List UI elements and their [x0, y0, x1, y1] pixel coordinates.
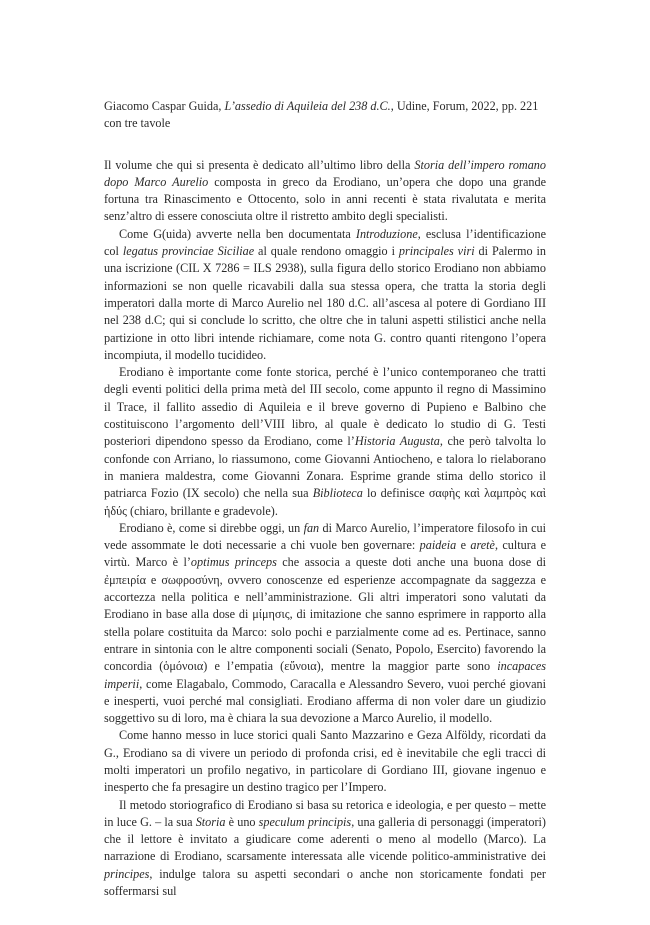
paragraph-text: di Marco Aurelio, l’imperatore filosofo in cui vede assommate le doti necessarie a chi vuole ben governare:	[104, 520, 546, 553]
paragraph-text: Erodiano è, come si direbbe oggi, un	[119, 520, 304, 535]
paragraph-text: , cultura e virtù. Marco è l’	[104, 538, 546, 570]
italic-text: Storia	[195, 814, 226, 829]
paragraph-text: Il volume che qui si presenta è dedicato all’ultimo libro della	[104, 157, 415, 172]
paragraph-text: lo definisce σαφὴς καὶ λαμπρὸς καὶ ἡδύς (chiaro, brillante e gradevole).	[104, 486, 546, 518]
italic-text: Historia Augusta	[354, 434, 440, 449]
review-body	[104, 157, 546, 901]
italic-text: principes	[104, 866, 150, 881]
paragraph-text: , come Elagabalo, Commodo, Caracalla e Alessandro Severo, vuoi perché giovani e inesperti, vuoi perché mal consigliati. Erodiano afferma di non voler dare un giudizio soggettivo su di loro, ma è chiara la sua devozione a Marco Aurelio, il modello.	[104, 676, 546, 726]
book-publication-details: , Udine, Forum, 2022, pp. 221 con tre tavole	[104, 99, 539, 131]
review-paragraph	[104, 520, 546, 728]
book-author: Giacomo Caspar Guida,	[104, 99, 222, 113]
paragraph-text: composta in greco da Erodiano, un’opera che dopo una grande fortuna tra Rinascimento e Ottocento, solo in anni recenti è stata rivalutata e merita senz’altro di essere conosciuta oltre il ristretto ambito degli specialisti.	[104, 174, 546, 224]
italic-text: incapaces imperii	[104, 659, 546, 691]
review-paragraph	[104, 157, 546, 226]
paragraph-text: è uno	[225, 814, 259, 829]
italic-text: legatus provinciae Siciliae	[122, 244, 255, 259]
paragraph-text: Come G(uida) avverte nella ben documentata	[119, 226, 356, 241]
review-paragraph	[104, 797, 546, 901]
italic-text: fan	[303, 520, 320, 535]
paragraph-text: Erodiano è importante come fonte storica, perché è l’unico contemporaneo che tratti degli eventi politici della prima metà del III secolo, come appunto il regno di Massimino il Trace, il fallito assedio di Aquileia e il breve governo di Pupieno e Balbino che costituiscono l’argomento dell’VIII libro, al quale è dedicato lo studio di G. Testi posteriori dipendono spesso da Erodiano, come l’	[104, 365, 546, 449]
review-paragraph	[104, 727, 546, 796]
paragraph-text: Come hanno messo in luce storici quali Santo Mazzarino e Geza Alföldy, ricordati da G., Erodiano sa di vivere un periodo di profonda crisi, ed è inevitabile che egli tracci di molti imperatori un profilo negativo, in particolare di Gordiano III, giovane ingenuo e inesperto che fa presagire un destino tragico per l’Impero.	[104, 728, 546, 795]
italic-text: aretè	[470, 538, 495, 553]
review-paragraph	[104, 364, 546, 520]
italic-text: optimus princeps	[190, 555, 277, 570]
paragraph-text: , una galleria di personaggi (imperatori) che il lettore è invitato a giudicare come aderenti o meno al modello (Marco). La narrazione di Erodiano, scarsamente interessata alle vicende politico-amministrative dei	[104, 814, 546, 864]
paragraph-text: , indulge talora su aspetti secondari o anche non storicamente fondati per soffermarsi sul	[104, 866, 546, 899]
italic-text: Introduzione	[355, 226, 418, 241]
paragraph-text: , esclusa l’identificazione col	[104, 226, 546, 259]
paragraph-text: che associa a queste doti anche una buona dose di ἐμπειρία e σωφροσύνη, ovvero conoscenze ed esperienze accompagnate da saggezza e accortezza nella politica e nell’amministrazione. Gli altri imperatori sono valutati da Erodiano in base alla dose di μίμησις, di imitazione che sanno esprimere in rapporto alla stella polare costituita da Marco: solo pochi e parzialmente come ad es. Pertinace, sanno entrare in sintonia con le altre componenti sociali (Senato, Popolo, Esercito) favorendo la concordia (ὁμόνοια) e l’empatia (εὔνοια), mentre la maggior parte sono	[104, 555, 546, 674]
italic-text: paideia	[419, 538, 457, 553]
review-paragraph	[104, 226, 546, 364]
paragraph-text: , che però talvolta lo confonde con Arriano, lo riassumono, come Giovanni Antiocheno, e talora lo rielaborano in maniera maldestra, come Giovanni Zonara. Esprime grande stima dello storico il patriarca Fozio (IX secolo) che nella sua	[104, 434, 546, 501]
italic-text: Biblioteca	[312, 486, 363, 501]
paragraph-text: Il metodo storiografico di Erodiano si basa su retorica e ideologia, e per questo – mette in luce G. – la sua	[104, 797, 546, 829]
book-title: L’assedio di Aquileia del 238 d.C.	[224, 99, 391, 113]
italic-text: Storia dell’impero romano dopo Marco Aurelio	[104, 157, 546, 189]
paragraph-text: al quale rendono omaggio i	[254, 244, 399, 259]
italic-text: speculum principis	[258, 814, 352, 829]
paragraph-text: e	[456, 538, 471, 553]
paragraph-text: di Palermo in una iscrizione (CIL X 7286 = ILS 2938), sulla figura dello storico Erodiano non abbiamo informazioni se non quelle ricavabili dalla sua stessa opera, che tratta la storia degli imperatori dalla morte di Marco Aurelio nel 180 d.C. all’ascesa al potere di Gordiano III nel 238 d.C; qui si conclude lo scritto, che oltre che in taluni aspetti stilistici anche nella partizione in otto libri intende richiamare, come nota G. contro quanti ritengono l’opera incompiuta, il modello tucidideo.	[104, 244, 546, 362]
italic-text: principales viri	[398, 244, 475, 259]
bibliographic-reference	[104, 98, 546, 133]
